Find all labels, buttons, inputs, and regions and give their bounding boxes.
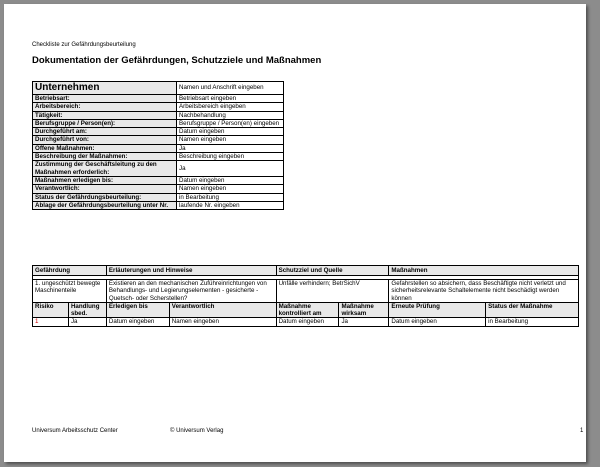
meta-label: Status der Gefährdungsbeurteilung: (33, 193, 177, 201)
meta-value[interactable]: Berufsgruppe / Person(en) eingeben (177, 119, 284, 127)
footer-page-number: 1 (580, 428, 584, 434)
value-kontrolliert[interactable]: Datum eingeben (276, 318, 339, 326)
meta-label: Tätigkeit: (33, 111, 177, 119)
meta-value[interactable]: Nachbehandlung (177, 111, 284, 119)
meta-label: Durchgeführt von: (33, 136, 177, 144)
item-erlaeuterungen: Existieren an den mechanischen Zuführeinrichtungen von Behandlungs- und Legierungselementen - gesicherte - Quetsch- oder Scherstellen? (106, 280, 276, 303)
meta-value[interactable]: Betriebsart eingeben (177, 95, 284, 103)
meta-value[interactable]: Namen eingeben (177, 136, 284, 144)
meta-row (33, 111, 284, 119)
subheader-handlung: Handlung sbed. (68, 302, 106, 318)
meta-value[interactable]: Namen eingeben (177, 185, 284, 193)
meta-label: Beschreibung der Maßnahmen: (33, 153, 177, 161)
meta-value[interactable]: Beschreibung eingeben (177, 153, 284, 161)
meta-label: Berufsgruppe / Person(en): (33, 119, 177, 127)
value-wirksam[interactable]: Ja (339, 318, 389, 326)
meta-row (33, 185, 284, 193)
meta-row (33, 103, 284, 111)
hazard-item-row (33, 280, 579, 303)
meta-row (33, 176, 284, 184)
value-erledigen[interactable]: Datum eingeben (106, 318, 169, 326)
company-info-table (32, 81, 284, 210)
meta-label: Offene Maßnahmen: (33, 144, 177, 152)
value-status[interactable]: in Bearbeitung (486, 318, 579, 326)
item-massnahmen: Gefahrstellen so absichern, dass Beschäftigte nicht verletzt und sicherheitsrelevante Schaltelemente nicht beschädigt werden können (389, 280, 579, 303)
value-handlung[interactable]: Ja (68, 318, 106, 326)
meta-label: Ablage der Gefährdungsbeurteilung unter Nr. (33, 201, 177, 209)
header-erlaeuterungen: Erläuterungen und Hinweise (106, 266, 276, 276)
meta-row (33, 95, 284, 103)
meta-label: Verantwortlich: (33, 185, 177, 193)
document-pretitle: Checkliste zur Gefährdungsbeurteilung (32, 42, 136, 48)
meta-label: Zustimmung der Geschäftsleitung zu den Maßnahmen erforderlich: (33, 161, 177, 177)
company-row (33, 82, 284, 95)
header-massnahmen: Maßnahmen (389, 266, 579, 276)
hazard-table (32, 265, 579, 327)
document-page (4, 4, 586, 462)
subheader-status: Status der Maßnahme (486, 302, 579, 318)
meta-label: Durchgeführt am: (33, 128, 177, 136)
subheader-verantwortlich: Verantwortlich (169, 302, 276, 318)
value-verantwortlich[interactable]: Namen eingeben (169, 318, 276, 326)
value-pruefung[interactable]: Datum eingeben (389, 318, 486, 326)
hazard-header-row (33, 266, 579, 276)
value-risiko[interactable]: 1 (33, 318, 69, 326)
item-gefaehrdung: 1. ungeschützt bewegte Maschinenteile (33, 280, 107, 303)
meta-row (33, 193, 284, 201)
subheader-erledigen: Erledigen bis (106, 302, 169, 318)
meta-row (33, 144, 284, 152)
subheader-pruefung: Erneute Prüfung (389, 302, 486, 318)
subheader-wirksam: Maßnahme wirksam (339, 302, 389, 318)
meta-value[interactable]: laufende Nr. eingeben (177, 201, 284, 209)
meta-row (33, 136, 284, 144)
header-gefaehrdung: Gefährdung (33, 266, 107, 276)
meta-value[interactable]: Arbeitsbereich eingeben (177, 103, 284, 111)
meta-row (33, 119, 284, 127)
subheader-risiko: Risiko (33, 302, 69, 318)
hazard-subheader-row (33, 302, 579, 318)
meta-label: Arbeitsbereich: (33, 103, 177, 111)
item-schutzziel: Unfälle verhindern; BetrSichV (276, 280, 389, 303)
meta-value[interactable]: Datum eingeben (177, 176, 284, 184)
meta-value[interactable]: Ja (177, 144, 284, 152)
meta-value[interactable]: Datum eingeben (177, 128, 284, 136)
meta-label: Maßnahmen erledigen bis: (33, 176, 177, 184)
company-value[interactable]: Namen und Anschrift eingeben (177, 82, 284, 95)
subheader-kontrolliert: Maßnahme kontrolliert am (276, 302, 339, 318)
meta-row (33, 128, 284, 136)
header-schutzziel: Schutzziel und Quelle (276, 266, 389, 276)
hazard-value-row (33, 318, 579, 326)
meta-value[interactable]: Ja (177, 161, 284, 177)
meta-row (33, 161, 284, 177)
footer-left: Universum Arbeitsschutz Center (32, 428, 118, 434)
meta-row (33, 153, 284, 161)
meta-row (33, 201, 284, 209)
meta-label: Betriebsart: (33, 95, 177, 103)
footer-center: © Universum Verlag (170, 428, 224, 434)
company-label: Unternehmen (33, 82, 177, 95)
document-title: Dokumentation der Gefährdungen, Schutzziele und Maßnahmen (32, 55, 322, 66)
meta-value[interactable]: in Bearbeitung (177, 193, 284, 201)
